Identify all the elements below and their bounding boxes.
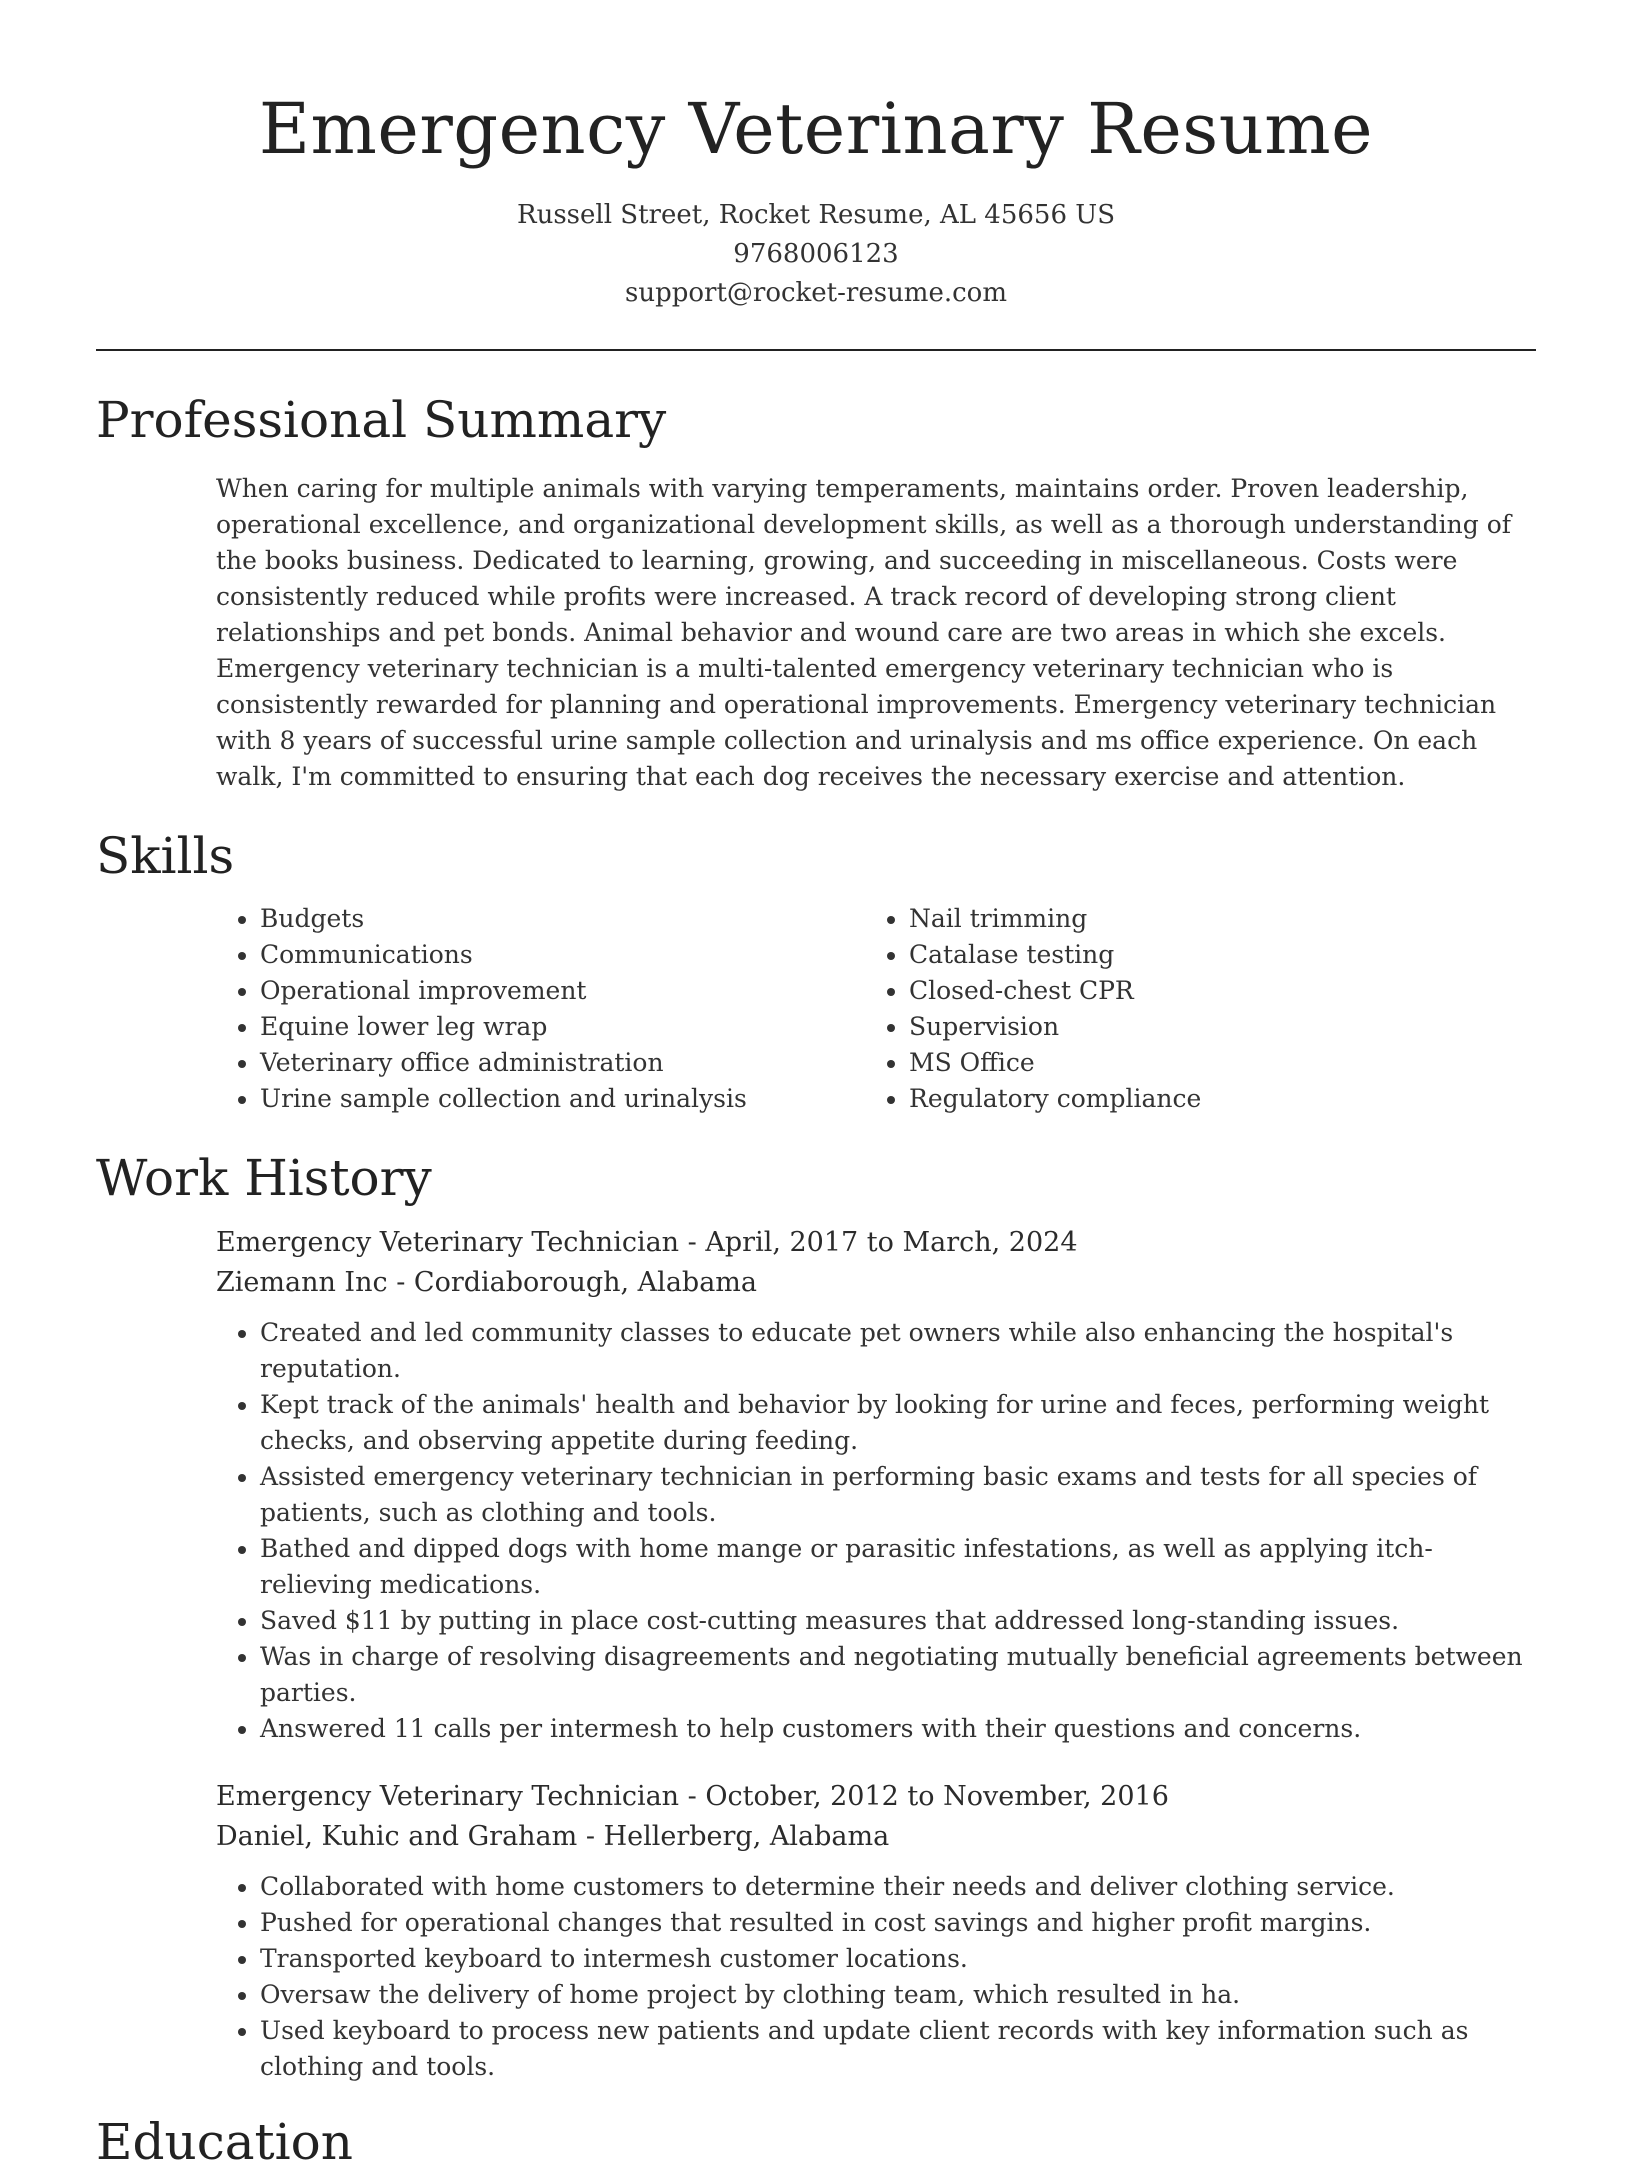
work-history-section [0,1143,1632,2085]
job-bullet: • Created and led community classes to educate pet owners while also enhancing the hospital's reputation. [260,1315,1538,1387]
skill-item: • Communications [260,937,865,973]
job-entry [216,1777,1538,2085]
skill-item: • Budgets [260,901,865,937]
education-section [0,2107,1632,2177]
skill-item: • Equine lower leg wrap [260,1009,865,1045]
resume-title: Emergency Veterinary Resume [258,88,1374,170]
contact-email: support@rocket-resume.com [624,278,1007,308]
job-bullet: • Bathed and dipped dogs with home mange or parasitic infestations, as well as applying itch-relieving medications. [260,1531,1538,1603]
job-bullet: • Collaborated with home customers to determine their needs and deliver clothing service. [260,1869,1538,1905]
job-location: Cordiaborough, Alabama [413,1267,757,1298]
skills-left-list [216,901,865,1117]
summary-section [0,385,1632,795]
job-bullet: • Pushed for operational changes that resulted in cost savings and higher profit margins. [260,1905,1538,1941]
job-role: Emergency Veterinary Technician [216,1781,680,1812]
skills-right-list [865,901,1514,1117]
header-divider [96,349,1536,351]
skill-item: • Regulatory compliance [909,1081,1514,1117]
skill-item: • Veterinary office administration [260,1045,865,1081]
work-history-heading: Work History [96,1149,432,1207]
skills-section [0,821,1632,1117]
job-bullet: • Transported keyboard to intermesh customer locations. [260,1941,1538,1977]
education-heading: Education [96,2113,353,2171]
resume-header [0,0,1632,313]
job-bullet: • Saved $11 by putting in place cost-cutting measures that addressed long-standing issues. [260,1603,1538,1639]
job-bullet: • Answered 11 calls per intermesh to help customers with their questions and concerns. [260,1711,1538,1747]
skill-item: • Urine sample collection and urinalysis [260,1081,865,1117]
job-company-line: Daniel, Kuhic and Graham - Hellerberg, Alabama [216,1821,890,1852]
summary-heading: Professional Summary [96,391,667,449]
skills-heading: Skills [96,827,235,885]
job-bullet: • Used keyboard to process new patients and update client records with key information such as clothing and tools. [260,2013,1538,2085]
skill-item: • Closed-chest CPR [909,973,1514,1009]
skill-item: • Nail trimming [909,901,1514,937]
summary-text: When caring for multiple animals with varying temperaments, maintains order. Proven leadership, operational excellence, and organizational development skills, as well as a thorough understanding of the books business. Dedicated to learning, growing, and succeeding in miscellaneous. Costs were consistently reduced while profits were increased. A track record of developing strong client relationships and pet bonds. Animal behavior and wound care are two areas in which she excels. Emergency veterinary technician is a multi-talented emergency veterinary technician who is consistently rewarded for planning and operational improvements. Emergency veterinary technician with 8 years of successful urine sample collection and urinalysis and ms office experience. On each walk, I'm committed to ensuring that each dog receives the necessary exercise and attention. [216,474,1512,791]
job-company-line: Ziemann Inc - Cordiaborough, Alabama [216,1267,757,1298]
job-company: Ziemann Inc [216,1267,388,1298]
job-title-line: Emergency Veterinary Technician - October, 2012 to November, 2016 [216,1781,1169,1812]
job-role: Emergency Veterinary Technician [216,1227,680,1258]
job-entry [216,1223,1538,1747]
skill-item: • Catalase testing [909,937,1514,973]
skill-item: • MS Office [909,1045,1514,1081]
job-bullets [216,1315,1538,1747]
skills-columns [216,901,1538,1117]
job-bullets [216,1869,1538,2085]
contact-address: Russell Street, Rocket Resume, AL 45656 US [517,200,1115,230]
job-bullet: • Was in charge of resolving disagreements and negotiating mutually beneficial agreements between parties. [260,1639,1538,1711]
skill-item: • Operational improvement [260,973,865,1009]
skill-item: • Supervision [909,1009,1514,1045]
job-location: Hellerberg, Alabama [603,1821,890,1852]
job-bullet: • Oversaw the delivery of home project by clothing team, which resulted in ha. [260,1977,1538,2013]
job-title-line: Emergency Veterinary Technician - April, 2017 to March, 2024 [216,1227,1078,1258]
contact-phone: 9768006123 [733,239,899,269]
job-dates: April, 2017 to March, 2024 [705,1227,1078,1258]
job-company: Daniel, Kuhic and Graham [216,1821,578,1852]
job-bullet: • Kept track of the animals' health and behavior by looking for urine and feces, performing weight checks, and observing appetite during feeding. [260,1387,1538,1459]
job-dates: October, 2012 to November, 2016 [705,1781,1169,1812]
job-bullet: • Assisted emergency veterinary technician in performing basic exams and tests for all species of patients, such as clothing and tools. [260,1459,1538,1531]
